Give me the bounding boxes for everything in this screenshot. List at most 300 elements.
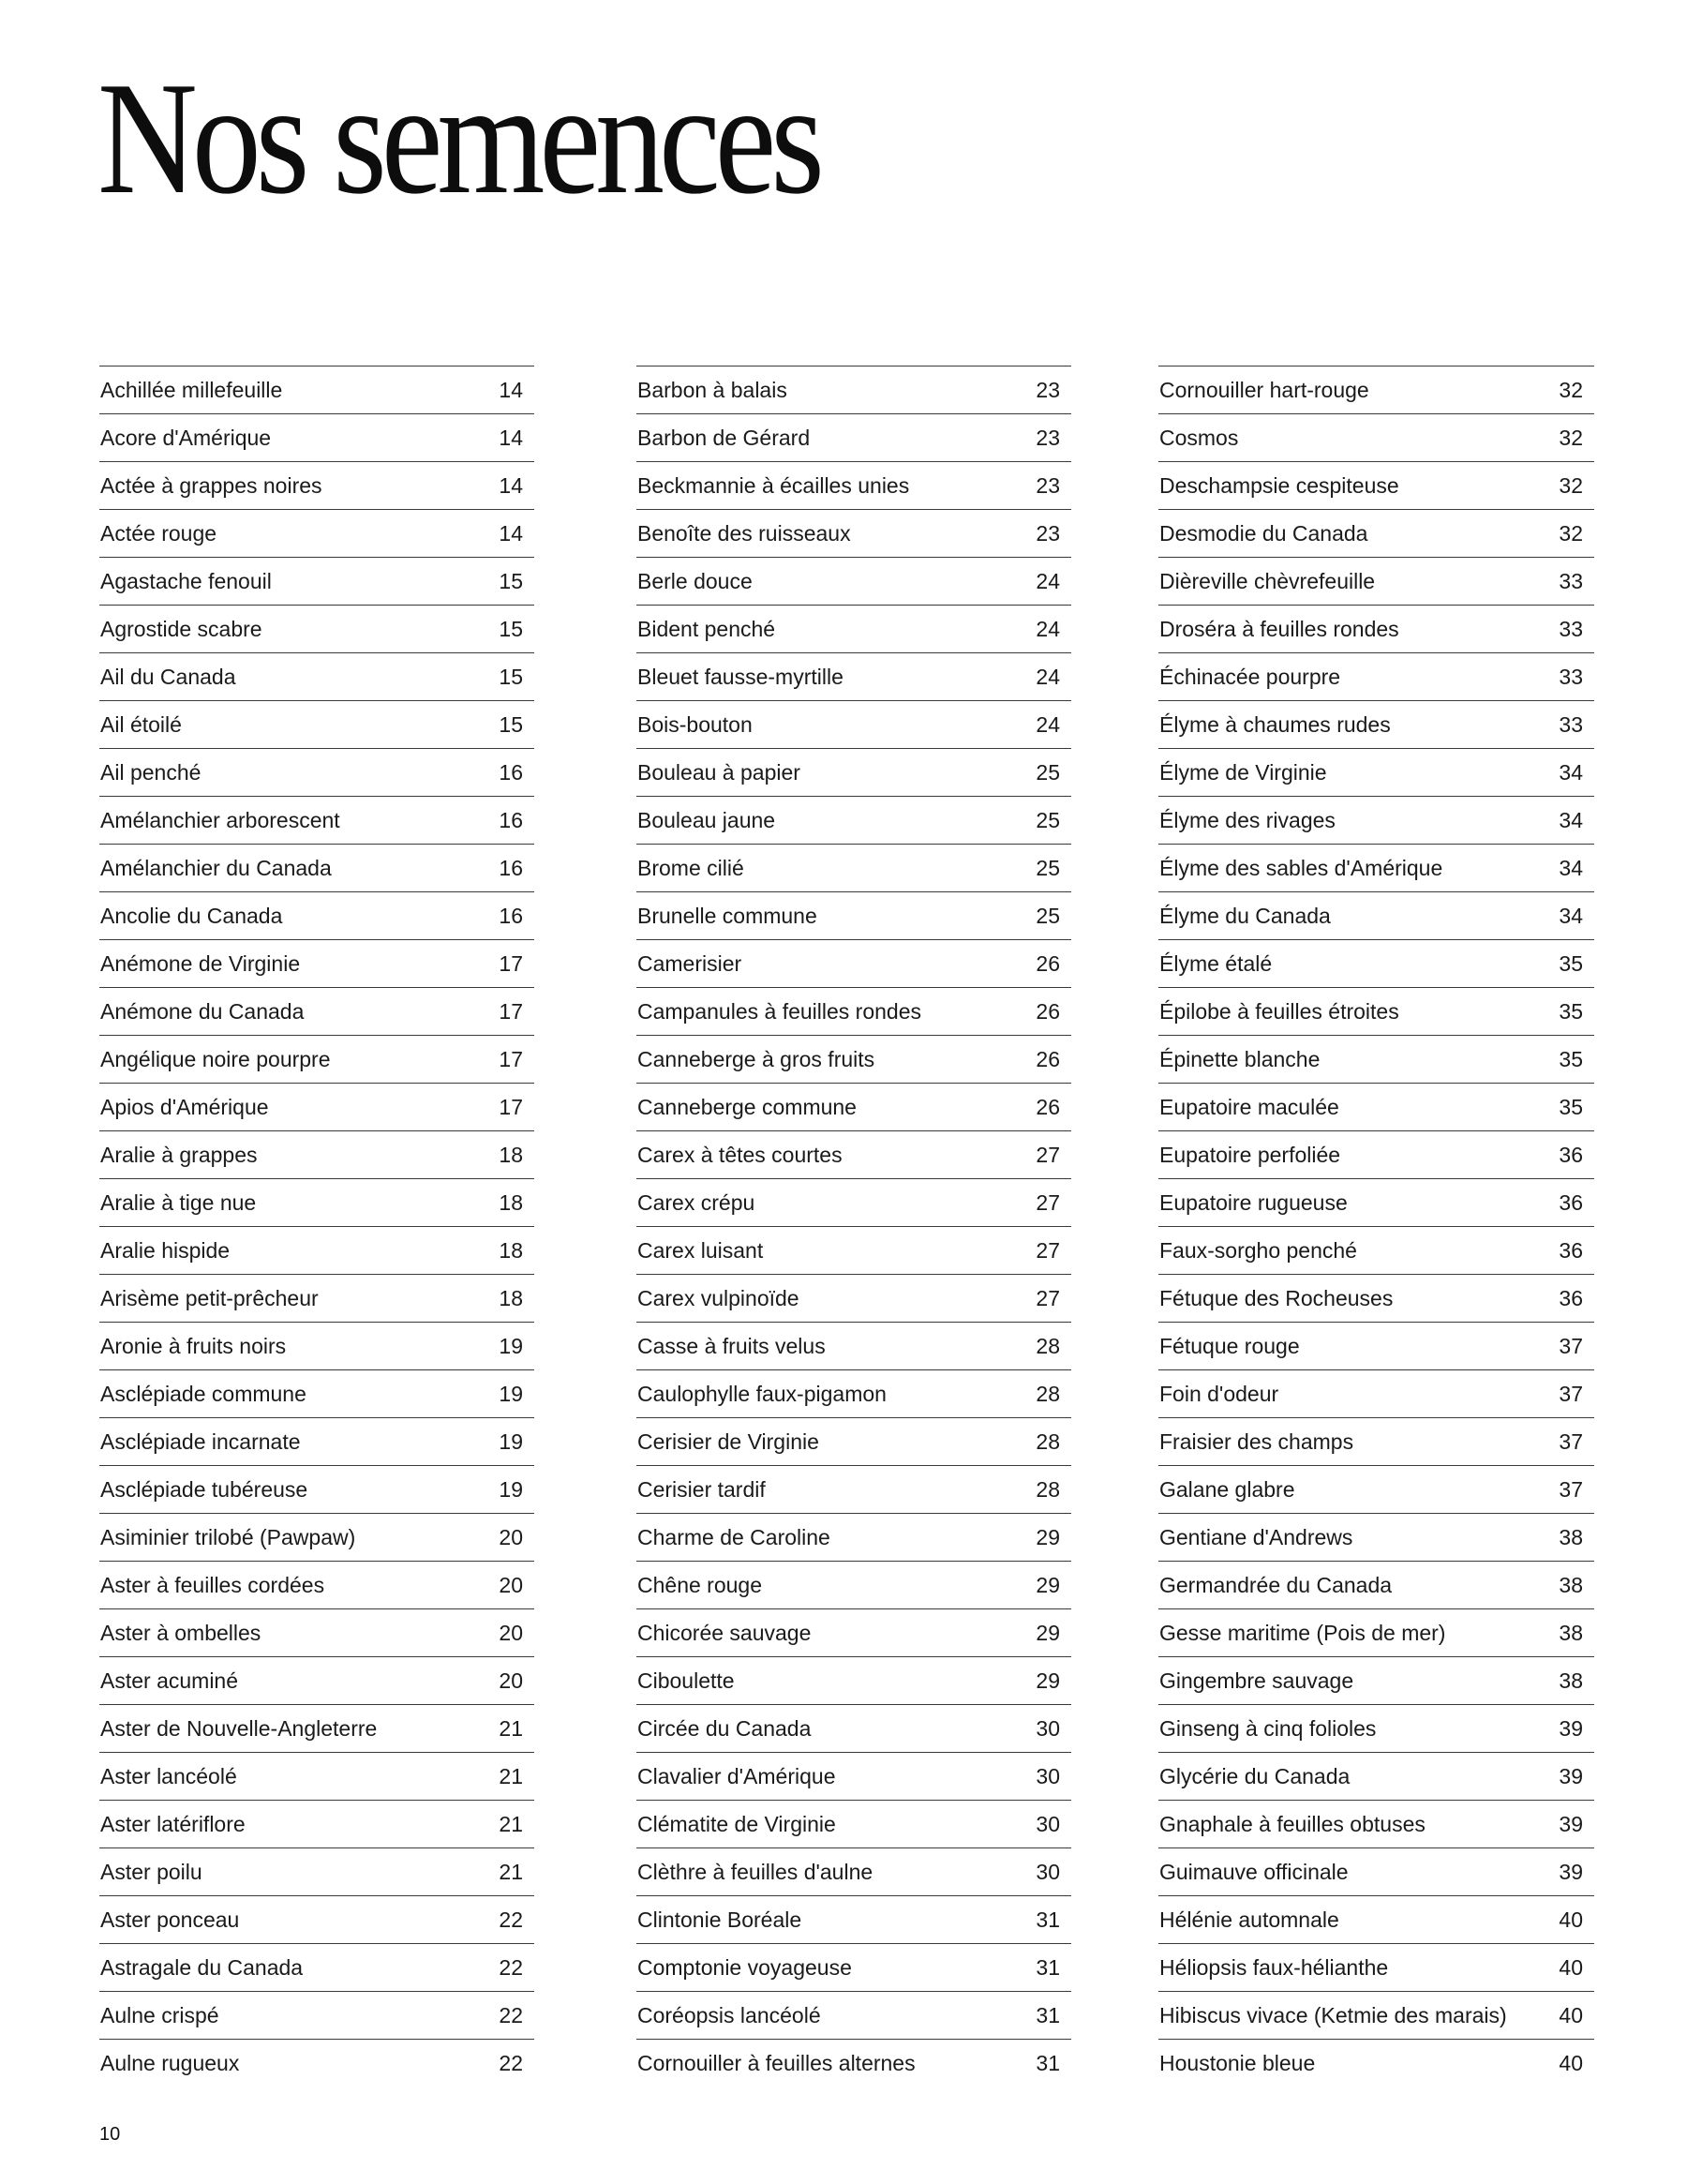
index-entry	[99, 605, 534, 652]
entry-name: Asiminier trilobé (Pawpaw)	[100, 1524, 356, 1549]
index-entry	[636, 1608, 1071, 1656]
entry-name: Guimauve officinale	[1159, 1859, 1349, 1884]
index-entry	[1158, 1895, 1594, 1943]
entry-page-number: 15	[499, 711, 523, 737]
index-entry	[636, 1561, 1071, 1608]
entry-name: Carex à têtes courtes	[637, 1142, 843, 1167]
entry-page-number: 21	[499, 1811, 523, 1836]
entry-name: Bouleau jaune	[637, 807, 776, 832]
index-entry	[99, 1991, 534, 2039]
entry-page-number: 33	[1559, 616, 1583, 641]
index-entry	[99, 939, 534, 987]
entry-page-number: 40	[1559, 2002, 1583, 2027]
entry-page-number: 18	[499, 1237, 523, 1263]
entry-page-number: 22	[499, 1954, 523, 1980]
entry-name: Hélénie automnale	[1159, 1907, 1339, 1932]
index-entry	[636, 2039, 1071, 2087]
entry-name: Échinacée pourpre	[1159, 664, 1341, 689]
entry-page-number: 32	[1559, 472, 1583, 498]
entry-page-number: 25	[1036, 807, 1060, 832]
index-entry	[636, 1847, 1071, 1895]
index-entry	[1158, 1561, 1594, 1608]
seed-index-column-2	[636, 366, 1071, 2087]
entry-page-number: 32	[1559, 425, 1583, 450]
entry-name: Cosmos	[1159, 425, 1239, 450]
index-entry	[1158, 1608, 1594, 1656]
index-entry	[99, 891, 534, 939]
index-entry	[636, 1465, 1071, 1513]
index-entry	[636, 987, 1071, 1035]
entry-page-number: 20	[499, 1524, 523, 1549]
entry-name: Asclépiade incarnate	[100, 1429, 301, 1454]
index-entry	[99, 700, 534, 748]
entry-page-number: 30	[1036, 1811, 1060, 1836]
entry-page-number: 17	[499, 1046, 523, 1071]
entry-name: Bois-bouton	[637, 711, 753, 737]
index-entry	[99, 1752, 534, 1800]
index-entry	[636, 557, 1071, 605]
entry-name: Acore d'Amérique	[100, 425, 272, 450]
index-entry	[99, 1226, 534, 1274]
index-entry	[1158, 1369, 1594, 1417]
index-entry	[636, 1369, 1071, 1417]
index-entry	[1158, 1130, 1594, 1178]
index-entry	[636, 1800, 1071, 1847]
entry-page-number: 21	[499, 1859, 523, 1884]
index-entry	[636, 652, 1071, 700]
entry-page-number: 23	[1036, 472, 1060, 498]
index-entry	[1158, 1847, 1594, 1895]
entry-page-number: 19	[499, 1476, 523, 1502]
entry-page-number: 39	[1559, 1859, 1583, 1884]
entry-page-number: 36	[1559, 1142, 1583, 1167]
entry-name: Apios d'Amérique	[100, 1094, 269, 1119]
index-entry	[1158, 844, 1594, 891]
index-entry	[1158, 1943, 1594, 1991]
index-entry	[99, 509, 534, 557]
seed-index-column-3	[1158, 366, 1594, 2087]
entry-page-number: 14	[499, 377, 523, 402]
entry-name: Anémone de Virginie	[100, 950, 301, 976]
entry-name: Héliopsis faux-hélianthe	[1159, 1954, 1389, 1980]
entry-page-number: 24	[1036, 568, 1060, 593]
index-entry	[636, 1991, 1071, 2039]
entry-page-number: 30	[1036, 1763, 1060, 1788]
entry-page-number: 39	[1559, 1715, 1583, 1741]
index-entry	[1158, 748, 1594, 796]
index-entry	[1158, 1417, 1594, 1465]
entry-name: Élyme du Canada	[1159, 903, 1331, 928]
entry-page-number: 20	[499, 1668, 523, 1693]
entry-name: Ancolie du Canada	[100, 903, 283, 928]
entry-name: Anémone du Canada	[100, 998, 305, 1024]
index-entry	[636, 891, 1071, 939]
index-entry	[99, 1704, 534, 1752]
index-entry	[636, 1704, 1071, 1752]
index-entry	[99, 413, 534, 461]
index-entry	[99, 1130, 534, 1178]
entry-name: Élyme à chaumes rudes	[1159, 711, 1391, 737]
index-entry	[1158, 1035, 1594, 1083]
index-entry	[636, 413, 1071, 461]
entry-name: Foin d'odeur	[1159, 1381, 1279, 1406]
index-entry	[1158, 1226, 1594, 1274]
index-entry	[636, 748, 1071, 796]
index-entry	[1158, 605, 1594, 652]
entry-page-number: 30	[1036, 1715, 1060, 1741]
entry-page-number: 31	[1036, 1954, 1060, 1980]
entry-page-number: 20	[499, 1572, 523, 1597]
entry-page-number: 18	[499, 1142, 523, 1167]
entry-name: Aster à ombelles	[100, 1620, 261, 1645]
entry-name: Aulne crispé	[100, 2002, 219, 2027]
entry-page-number: 14	[499, 472, 523, 498]
index-entry	[636, 461, 1071, 509]
entry-name: Aralie à tige nue	[100, 1189, 257, 1215]
index-entry	[99, 1943, 534, 1991]
index-entry	[1158, 461, 1594, 509]
index-entry	[1158, 1178, 1594, 1226]
entry-page-number: 17	[499, 998, 523, 1024]
entry-name: Chêne rouge	[637, 1572, 762, 1597]
index-entry	[99, 1417, 534, 1465]
index-entry	[636, 700, 1071, 748]
entry-page-number: 22	[499, 2002, 523, 2027]
index-entry	[1158, 1752, 1594, 1800]
index-entry	[1158, 700, 1594, 748]
entry-page-number: 32	[1559, 520, 1583, 546]
entry-name: Amélanchier arborescent	[100, 807, 340, 832]
entry-name: Aster de Nouvelle-Angleterre	[100, 1715, 378, 1741]
entry-page-number: 20	[499, 1620, 523, 1645]
index-entry	[99, 1369, 534, 1417]
entry-page-number: 31	[1036, 2002, 1060, 2027]
index-entry	[636, 366, 1071, 413]
entry-name: Cornouiller à feuilles alternes	[637, 2050, 916, 2075]
entry-page-number: 16	[499, 855, 523, 880]
entry-name: Charme de Caroline	[637, 1524, 830, 1549]
index-entry	[99, 2039, 534, 2087]
entry-name: Camerisier	[637, 950, 742, 976]
entry-name: Élyme des rivages	[1159, 807, 1336, 832]
entry-page-number: 15	[499, 616, 523, 641]
index-entry	[636, 509, 1071, 557]
entry-page-number: 21	[499, 1715, 523, 1741]
index-entry	[99, 1608, 534, 1656]
entry-page-number: 40	[1559, 1907, 1583, 1932]
index-entry	[99, 652, 534, 700]
index-entry	[1158, 939, 1594, 987]
entry-name: Angélique noire pourpre	[100, 1046, 331, 1071]
entry-name: Ciboulette	[637, 1668, 735, 1693]
index-entry	[99, 1847, 534, 1895]
entry-name: Ail du Canada	[100, 664, 236, 689]
entry-page-number: 28	[1036, 1333, 1060, 1358]
index-entry	[99, 1322, 534, 1369]
entry-name: Cerisier tardif	[637, 1476, 766, 1502]
entry-page-number: 16	[499, 759, 523, 785]
entry-page-number: 19	[499, 1333, 523, 1358]
entry-name: Épinette blanche	[1159, 1046, 1321, 1071]
entry-name: Clèthre à feuilles d'aulne	[637, 1859, 873, 1884]
index-entry	[99, 1656, 534, 1704]
entry-page-number: 28	[1036, 1476, 1060, 1502]
index-entry	[99, 461, 534, 509]
entry-page-number: 37	[1559, 1429, 1583, 1454]
index-entry	[1158, 652, 1594, 700]
entry-name: Carex vulpinoïde	[637, 1285, 799, 1310]
index-entry	[636, 1035, 1071, 1083]
entry-name: Gentiane d'Andrews	[1159, 1524, 1353, 1549]
index-entry	[1158, 1322, 1594, 1369]
entry-page-number: 38	[1559, 1668, 1583, 1693]
entry-page-number: 28	[1036, 1429, 1060, 1454]
entry-page-number: 36	[1559, 1189, 1583, 1215]
entry-page-number: 32	[1559, 377, 1583, 402]
index-entry	[1158, 1656, 1594, 1704]
entry-page-number: 25	[1036, 855, 1060, 880]
index-entry	[99, 1513, 534, 1561]
entry-page-number: 38	[1559, 1572, 1583, 1597]
index-entry	[1158, 1991, 1594, 2039]
entry-name: Casse à fruits velus	[637, 1333, 826, 1358]
entry-name: Cerisier de Virginie	[637, 1429, 819, 1454]
entry-page-number: 37	[1559, 1381, 1583, 1406]
entry-page-number: 38	[1559, 1524, 1583, 1549]
page-title: Nos semences	[97, 50, 819, 228]
entry-page-number: 37	[1559, 1476, 1583, 1502]
entry-name: Germandrée du Canada	[1159, 1572, 1393, 1597]
entry-name: Faux-sorgho penché	[1159, 1237, 1357, 1263]
entry-name: Deschampsie cespiteuse	[1159, 472, 1399, 498]
entry-name: Houstonie bleue	[1159, 2050, 1316, 2075]
entry-page-number: 15	[499, 664, 523, 689]
entry-name: Asclépiade tubéreuse	[100, 1476, 308, 1502]
entry-name: Actée rouge	[100, 520, 217, 546]
entry-name: Aronie à fruits noirs	[100, 1333, 287, 1358]
entry-page-number: 14	[499, 425, 523, 450]
entry-page-number: 26	[1036, 950, 1060, 976]
entry-name: Brunelle commune	[637, 903, 817, 928]
index-entry	[99, 1800, 534, 1847]
entry-page-number: 29	[1036, 1524, 1060, 1549]
index-entry	[99, 987, 534, 1035]
index-entry	[1158, 2039, 1594, 2087]
entry-page-number: 18	[499, 1285, 523, 1310]
entry-page-number: 23	[1036, 377, 1060, 402]
entry-page-number: 38	[1559, 1620, 1583, 1645]
entry-page-number: 27	[1036, 1237, 1060, 1263]
entry-page-number: 27	[1036, 1285, 1060, 1310]
entry-name: Épilobe à feuilles étroites	[1159, 998, 1399, 1024]
entry-page-number: 31	[1036, 2050, 1060, 2075]
entry-name: Astragale du Canada	[100, 1954, 304, 1980]
entry-name: Élyme étalé	[1159, 950, 1273, 976]
entry-page-number: 26	[1036, 998, 1060, 1024]
entry-name: Desmodie du Canada	[1159, 520, 1368, 546]
entry-name: Carex crépu	[637, 1189, 755, 1215]
entry-name: Gingembre sauvage	[1159, 1668, 1354, 1693]
entry-page-number: 29	[1036, 1668, 1060, 1693]
entry-name: Eupatoire rugueuse	[1159, 1189, 1348, 1215]
entry-name: Bleuet fausse-myrtille	[637, 664, 844, 689]
entry-name: Ail penché	[100, 759, 202, 785]
entry-name: Beckmannie à écailles unies	[637, 472, 910, 498]
index-entry	[636, 1417, 1071, 1465]
entry-page-number: 25	[1036, 903, 1060, 928]
entry-page-number: 16	[499, 807, 523, 832]
entry-page-number: 35	[1559, 1094, 1583, 1119]
entry-name: Barbon à balais	[637, 377, 787, 402]
index-entry	[99, 366, 534, 413]
entry-page-number: 26	[1036, 1094, 1060, 1119]
index-entry	[1158, 1513, 1594, 1561]
entry-page-number: 34	[1559, 807, 1583, 832]
entry-name: Dièreville chèvrefeuille	[1159, 568, 1376, 593]
index-entry	[636, 796, 1071, 844]
entry-name: Clématite de Virginie	[637, 1811, 836, 1836]
entry-name: Aster à feuilles cordées	[100, 1572, 325, 1597]
index-entry	[99, 557, 534, 605]
index-entry	[636, 605, 1071, 652]
entry-page-number: 14	[499, 520, 523, 546]
entry-name: Agrostide scabre	[100, 616, 262, 641]
index-entry	[636, 939, 1071, 987]
entry-name: Aster ponceau	[100, 1907, 240, 1932]
entry-page-number: 17	[499, 950, 523, 976]
entry-name: Bident penché	[637, 616, 776, 641]
entry-page-number: 19	[499, 1429, 523, 1454]
entry-page-number: 39	[1559, 1811, 1583, 1836]
entry-name: Aster acuminé	[100, 1668, 239, 1693]
entry-name: Fétuque des Rocheuses	[1159, 1285, 1394, 1310]
entry-page-number: 34	[1559, 759, 1583, 785]
entry-page-number: 35	[1559, 1046, 1583, 1071]
entry-page-number: 33	[1559, 568, 1583, 593]
entry-page-number: 34	[1559, 903, 1583, 928]
index-entry	[1158, 1704, 1594, 1752]
entry-page-number: 25	[1036, 759, 1060, 785]
index-entry	[1158, 796, 1594, 844]
index-entry	[1158, 413, 1594, 461]
entry-name: Aulne rugueux	[100, 2050, 240, 2075]
index-entry	[99, 1083, 534, 1130]
entry-name: Gesse maritime (Pois de mer)	[1159, 1620, 1446, 1645]
entry-page-number: 27	[1036, 1142, 1060, 1167]
entry-name: Caulophylle faux-pigamon	[637, 1381, 887, 1406]
entry-name: Circée du Canada	[637, 1715, 812, 1741]
entry-name: Glycérie du Canada	[1159, 1763, 1351, 1788]
index-entry	[636, 1274, 1071, 1322]
entry-name: Bouleau à papier	[637, 759, 800, 785]
entry-page-number: 31	[1036, 1907, 1060, 1932]
entry-name: Fraisier des champs	[1159, 1429, 1354, 1454]
entry-page-number: 19	[499, 1381, 523, 1406]
entry-name: Ginseng à cinq folioles	[1159, 1715, 1377, 1741]
index-entry	[99, 748, 534, 796]
entry-page-number: 21	[499, 1763, 523, 1788]
entry-page-number: 40	[1559, 1954, 1583, 1980]
entry-page-number: 33	[1559, 664, 1583, 689]
entry-page-number: 36	[1559, 1237, 1583, 1263]
entry-name: Berle douce	[637, 568, 753, 593]
entry-name: Amélanchier du Canada	[100, 855, 332, 880]
index-entry	[636, 1513, 1071, 1561]
index-entry	[1158, 1083, 1594, 1130]
entry-name: Barbon de Gérard	[637, 425, 811, 450]
index-entry	[1158, 557, 1594, 605]
index-entry	[636, 844, 1071, 891]
index-entry	[1158, 1274, 1594, 1322]
entry-name: Brome cilié	[637, 855, 744, 880]
entry-name: Eupatoire perfoliée	[1159, 1142, 1341, 1167]
entry-page-number: 17	[499, 1094, 523, 1119]
index-entry	[1158, 987, 1594, 1035]
entry-page-number: 29	[1036, 1620, 1060, 1645]
entry-name: Fétuque rouge	[1159, 1333, 1300, 1358]
entry-page-number: 39	[1559, 1763, 1583, 1788]
entry-page-number: 27	[1036, 1189, 1060, 1215]
entry-name: Aralie à grappes	[100, 1142, 258, 1167]
index-entry	[636, 1656, 1071, 1704]
entry-name: Aster poilu	[100, 1859, 202, 1884]
index-entry	[636, 1943, 1071, 1991]
entry-name: Droséra à feuilles rondes	[1159, 616, 1399, 641]
entry-name: Chicorée sauvage	[637, 1620, 812, 1645]
entry-page-number: 29	[1036, 1572, 1060, 1597]
entry-name: Hibiscus vivace (Ketmie des marais)	[1159, 2002, 1507, 2027]
entry-name: Coréopsis lancéolé	[637, 2002, 821, 2027]
entry-page-number: 24	[1036, 711, 1060, 737]
entry-name: Ail étoilé	[100, 711, 182, 737]
seed-index-column-1	[99, 366, 534, 2087]
index-entry	[636, 1083, 1071, 1130]
entry-name: Achillée millefeuille	[100, 377, 283, 402]
entry-page-number: 35	[1559, 950, 1583, 976]
index-entry	[1158, 509, 1594, 557]
index-entry	[1158, 891, 1594, 939]
index-entry	[1158, 1800, 1594, 1847]
entry-page-number: 18	[499, 1189, 523, 1215]
entry-page-number: 15	[499, 568, 523, 593]
entry-page-number: 22	[499, 2050, 523, 2075]
entry-page-number: 23	[1036, 520, 1060, 546]
index-entry	[99, 1561, 534, 1608]
index-entry	[99, 1274, 534, 1322]
entry-page-number: 30	[1036, 1859, 1060, 1884]
entry-name: Aster latériflore	[100, 1811, 246, 1836]
index-entry	[99, 1465, 534, 1513]
entry-page-number: 24	[1036, 616, 1060, 641]
entry-page-number: 37	[1559, 1333, 1583, 1358]
entry-name: Clavalier d'Amérique	[637, 1763, 836, 1788]
index-entry	[636, 1178, 1071, 1226]
entry-name: Agastache fenouil	[100, 568, 272, 593]
entry-name: Gnaphale à feuilles obtuses	[1159, 1811, 1426, 1836]
entry-name: Clintonie Boréale	[637, 1907, 802, 1932]
index-entry	[99, 844, 534, 891]
index-entry	[99, 1895, 534, 1943]
entry-page-number: 34	[1559, 855, 1583, 880]
entry-name: Aster lancéolé	[100, 1763, 237, 1788]
entry-page-number: 40	[1559, 2050, 1583, 2075]
entry-page-number: 36	[1559, 1285, 1583, 1310]
entry-name: Élyme des sables d'Amérique	[1159, 855, 1443, 880]
entry-page-number: 16	[499, 903, 523, 928]
entry-name: Asclépiade commune	[100, 1381, 306, 1406]
entry-name: Aralie hispide	[100, 1237, 231, 1263]
entry-name: Élyme de Virginie	[1159, 759, 1327, 785]
